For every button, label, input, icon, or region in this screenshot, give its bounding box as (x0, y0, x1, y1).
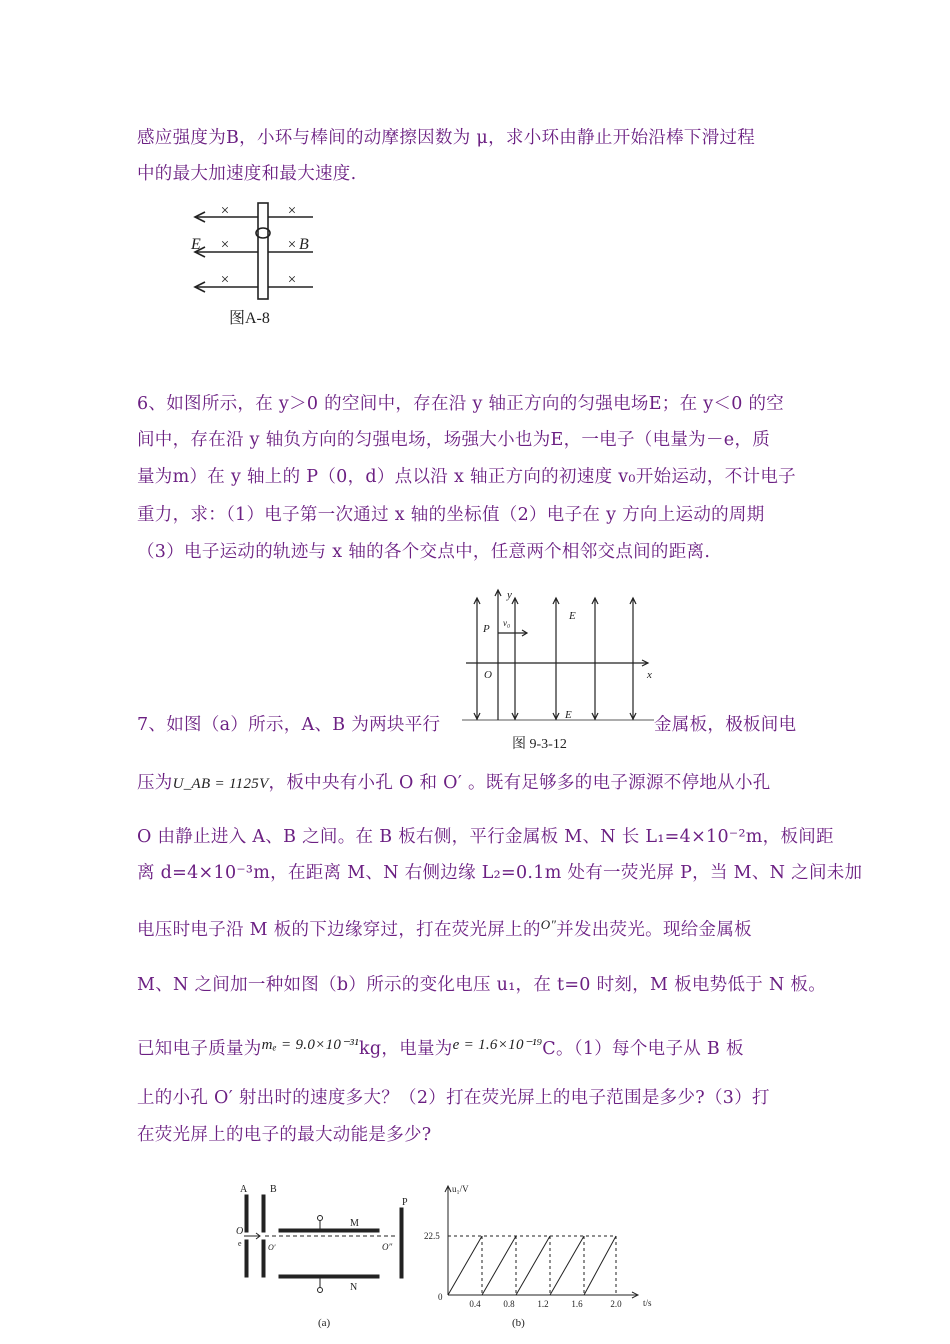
figure-b-caption: (b) (512, 1317, 525, 1329)
me-formula: mₑ = 9.0×10⁻³¹ (261, 1037, 359, 1053)
p7-line-2b: ，板中央有小孔 O 和 O′ 。既有足够多的电子源源不停地从小孔 (268, 773, 771, 793)
p6-line-2: 间中，存在沿 y 轴负方向的匀强电场，场强大小也为E，一电子（电量为－e，质 (137, 430, 771, 450)
uab-formula: U_AB = 1125V (172, 776, 269, 792)
y-axis-label: y (507, 589, 512, 601)
e-top-label: E (569, 610, 576, 622)
p6-line-1: 6、如图所示，在 y＞0 的空间中，存在沿 y 轴正方向的匀强电场E；在 y＜0 的空 (137, 394, 785, 414)
tick-label: 2.0 (610, 1299, 622, 1309)
p7-line-4: 离 d=4×10⁻³m，在距离 M、N 右侧边缘 L₂=0.1m 处有一荧光屏 P，当 M、N 之间未加 (137, 863, 863, 883)
p7-line-1-left: 7、如图（a）所示，A、B 为两块平行 (137, 715, 441, 735)
cross-mark: × (220, 272, 230, 288)
p7-line-7c: C。（1）每个电子从 B 板 (542, 1039, 744, 1059)
p7-line-5b: 并发出荧光。现给金属板 (556, 920, 752, 940)
plate-b-label: B (270, 1184, 277, 1195)
p7-line-9: 在荧光屏上的电子的最大动能是多少? (137, 1125, 432, 1145)
p7-line-7a: 已知电子质量为 (137, 1039, 262, 1059)
p7-line-5a: 电压时电子沿 M 板的下边缘穿过，打在荧光屏上的 (137, 920, 541, 940)
figure-a-apparatus (232, 1180, 422, 1330)
e-formula: e = 1.6×10⁻¹⁹ (452, 1037, 543, 1053)
p7-line-6: M、N 之间加一种如图（b）所示的变化电压 u₁，在 t=0 时刻，M 板电势低于 N 板。 (137, 975, 827, 995)
zero-label: 0 (438, 1292, 443, 1302)
p6-line-5: （3）电子运动的轨迹与 x 轴的各个交点中，任意两个相邻交点间的距离. (137, 542, 711, 562)
sawtooth-ramp (516, 1236, 550, 1295)
sawtooth-wave (448, 1236, 616, 1295)
figure-a-caption: (a) (318, 1317, 331, 1329)
p5-line-2: 中的最大加速度和最大速度. (137, 164, 357, 184)
x-axis-label: x (647, 669, 652, 681)
figure-9-3-12 (462, 588, 654, 758)
v0-label: v₀ (503, 618, 511, 628)
cross-mark: × (287, 272, 297, 288)
tick-label: 1.2 (537, 1299, 549, 1309)
p7-line-7b: kg，电量为 (358, 1039, 453, 1059)
plate-a-label: A (240, 1184, 248, 1195)
p7-line-2a: 压为 (137, 773, 173, 793)
ymax-label: 22.5 (424, 1231, 440, 1241)
hole-o-label: O (236, 1226, 244, 1237)
x-axis-label: t/s (643, 1298, 652, 1308)
p7-line-1-right: 金属板，极板间电 (654, 715, 797, 735)
sawtooth-ramp (448, 1236, 482, 1295)
p7-line-7 (137, 1034, 744, 1060)
cross-mark: × (220, 237, 230, 253)
point-p: P (483, 623, 490, 635)
cross-mark: × (220, 203, 230, 219)
point-o2-label: O″ (382, 1242, 393, 1252)
y-axis-label: u₁/V (452, 1184, 469, 1194)
p7-line-3: O 由静止进入 A、B 之间。在 B 板右侧，平行金属板 M、N 长 L₁=4×10⁻²m，板间距 (137, 827, 834, 847)
origin-o: O (484, 669, 492, 681)
sawtooth-ramp (550, 1236, 584, 1295)
hole-o1-label: O′ (268, 1243, 276, 1252)
p5-line-1: 感应强度为B，小环与棒间的动摩擦因数为 μ，求小环由静止开始沿棒下滑过程 (137, 128, 756, 148)
p7-line-2 (137, 772, 771, 795)
o-double-prime: O″ (540, 917, 557, 932)
cross-mark: × (287, 203, 297, 219)
plate-n-label: N (350, 1282, 358, 1293)
label-b: B (299, 236, 309, 253)
plate-m-label: M (350, 1218, 359, 1229)
label-e: E (191, 236, 201, 253)
cross-mark: × (287, 237, 297, 253)
figure-caption: 图 9-3-12 (512, 737, 567, 752)
p7-line-5 (137, 914, 752, 941)
p6-line-4: 重力，求：（1）电子第一次通过 x 轴的坐标值（2）电子在 y 方向上运动的周期 (137, 505, 765, 525)
figure-b-sawtooth (424, 1180, 670, 1330)
e-bottom-label: E (565, 709, 572, 721)
p6-line-3: 量为m）在 y 轴上的 P（0，d）点以沿 x 轴正方向的初速度 v₀开始运动，不计电子 (137, 467, 796, 487)
electron-label: e (238, 1239, 242, 1248)
figure-caption: 图A-8 (229, 310, 270, 327)
sawtooth-ramp (482, 1236, 516, 1295)
tick-label: 1.6 (571, 1299, 583, 1309)
tick-label: 0.8 (503, 1299, 515, 1309)
p7-line-8: 上的小孔 O′ 射出时的速度多大？（2）打在荧光屏上的电子范围是多少?（3）打 (137, 1088, 770, 1108)
screen-p-label: P (402, 1197, 408, 1208)
sawtooth-ramp (584, 1236, 616, 1295)
tick-label: 0.4 (469, 1299, 481, 1309)
figure-a8 (185, 195, 325, 335)
